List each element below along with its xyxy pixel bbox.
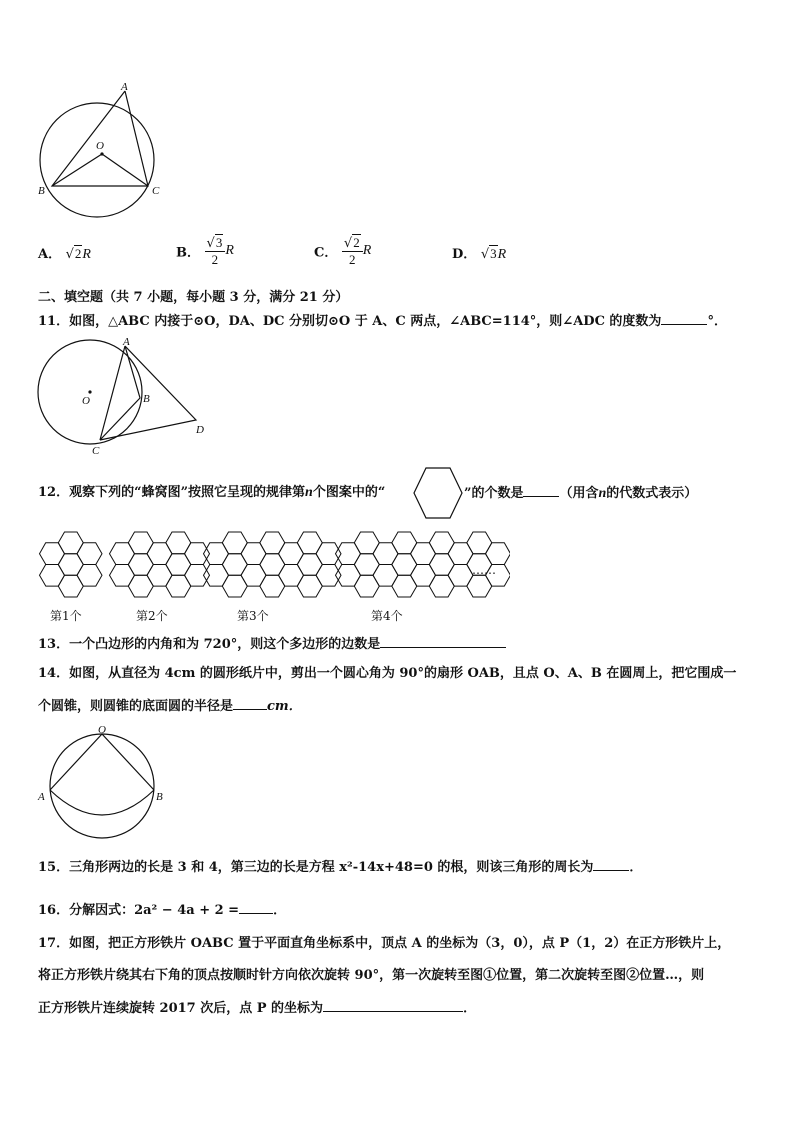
- honeycomb-cell-2: [110, 543, 135, 565]
- honeycomb-cell-1: [40, 565, 65, 587]
- honeycomb-cell-3: [260, 532, 285, 554]
- honeycomb-cell-2: [128, 575, 153, 597]
- honeycomb-cell-4: [392, 575, 417, 597]
- honeycomb-cell-2: [147, 565, 172, 587]
- honeycomb-cell-3: [297, 532, 322, 554]
- honeycomb-cell-4: [354, 532, 379, 554]
- question-13: 13．一个凸边形的内角和为 720°，则这个多边形的边数是: [38, 634, 506, 655]
- figure-14: [34, 722, 174, 850]
- honeycomb-cell-4: [486, 543, 511, 565]
- honeycomb-cell-4: [392, 554, 417, 576]
- honeycomb-cell-4: [411, 543, 436, 565]
- honeycomb-cell-4: [354, 575, 379, 597]
- honeycomb-caption-2: 第2个: [136, 609, 168, 623]
- honeycomb-cell-3: [204, 543, 229, 565]
- honeycomb-cell-4: [448, 543, 473, 565]
- honeycomb-cell-4: [336, 543, 361, 565]
- honeycomb-cell-3: [316, 565, 341, 587]
- honeycomb-cell-2: [166, 575, 191, 597]
- option-d: D． √3R: [452, 246, 507, 262]
- question-17-line3: 正方形铁片连续旋转 2017 次后，点 P 的坐标为 ．: [38, 998, 476, 1019]
- honeycomb-cell-4: [354, 554, 379, 576]
- honeycomb-cell-2: [166, 532, 191, 554]
- honeycomb-cell-3: [279, 543, 304, 565]
- honeycomb-cell-3: [297, 554, 322, 576]
- honeycomb-caption-3: 第3个: [237, 609, 269, 623]
- question-15: 15．三角形两边的长是 3 和 4，第三边的长是方程 x²-14x+48=0 的根，则该三角形的周长为 ．: [38, 857, 642, 878]
- question-12: 12．观察下列的“蜂窝图”按照它呈现的规律第n个图案中的“: [38, 485, 386, 500]
- answer-blank-11[interactable]: [661, 311, 707, 325]
- answer-blank-17[interactable]: [323, 998, 463, 1012]
- honeycomb-cell-3: [260, 575, 285, 597]
- figure-triangle-in-circle: [30, 78, 170, 223]
- honeycomb-cell-4: [467, 575, 492, 597]
- honeycomb-cell-3: [222, 554, 247, 576]
- honeycomb-cell-3: [316, 543, 341, 565]
- answer-blank-14[interactable]: [233, 696, 267, 710]
- label-B: B: [38, 185, 45, 197]
- answer-blank-13[interactable]: [380, 634, 506, 648]
- label-O: O: [98, 724, 106, 736]
- honeycomb-cell-2: [185, 543, 210, 565]
- honeycomb-cell-2: [147, 543, 172, 565]
- label-C: C: [152, 185, 160, 197]
- question-14-line2: 个圆锥，则圆锥的底面圆的半径是 cm．: [38, 696, 302, 717]
- honeycomb-cell-3: [260, 554, 285, 576]
- honeycomb-caption-1: 第1个: [50, 609, 82, 623]
- label-A: A: [123, 336, 130, 348]
- answer-blank-15[interactable]: [593, 857, 629, 871]
- question-12-rest: ”的个数是 （用含n的代数式表示）: [464, 483, 697, 504]
- honeycomb-cell-4: [392, 532, 417, 554]
- question-17-line1: 17．如图，把正方形铁片 OABC 置于平面直角坐标系中，顶点 A 的坐标为（3，0），点 P（1，2）在正方形铁片上，: [38, 936, 731, 951]
- option-c: C． $\frac{√2}{2}$ R: [314, 235, 372, 267]
- ellipsis: ……: [472, 563, 496, 577]
- figure-11: [30, 334, 215, 460]
- honeycomb-cell-4: [411, 565, 436, 587]
- question-16: 16．分解因式：2a² − 4a + 2 = ．: [38, 900, 286, 921]
- question-17-line2: 将正方形铁片绕其右下角的顶点按顺时针方向依次旋转 90°，第一次旋转至图①位置，第二次旋转至图②位置…，则: [38, 968, 705, 983]
- honeycomb-cell-4: [373, 565, 398, 587]
- label-C: C: [92, 445, 100, 457]
- honeycomb-cell-1: [77, 565, 102, 587]
- label-B: B: [156, 791, 163, 803]
- honeycomb-cell-4: [336, 565, 361, 587]
- honeycomb-figures: [30, 520, 510, 630]
- honeycomb-cell-3: [222, 532, 247, 554]
- honeycomb-cell-3: [279, 565, 304, 587]
- section-header: 二、填空题（共 7 小题，每小题 3 分，满分 21 分）: [38, 290, 349, 305]
- honeycomb-cell-1: [77, 543, 102, 565]
- label-D: D: [196, 424, 204, 436]
- label-O: O: [96, 140, 104, 152]
- label-A: A: [121, 81, 128, 93]
- question-14-line1: 14．如图，从直径为 4cm 的圆形纸片中，剪出一个圆心角为 90°的扇形 OAB，且点 O、A、B 在圆周上，把它围成一: [38, 666, 737, 681]
- honeycomb-cell-3: [204, 565, 229, 587]
- honeycomb-cell-3: [222, 575, 247, 597]
- hexagon-icon: [412, 466, 464, 520]
- honeycomb-cell-3: [241, 565, 266, 587]
- honeycomb-cell-4: [429, 532, 454, 554]
- option-b: B． $\frac{√3}{2}$ R: [176, 235, 234, 267]
- honeycomb-cell-3: [241, 543, 266, 565]
- honeycomb-cell-2: [185, 565, 210, 587]
- label-O: O: [82, 395, 90, 407]
- honeycomb-cell-4: [448, 565, 473, 587]
- label-A: A: [38, 791, 45, 803]
- question-11: 11．如图，△ABC 内接于⊙O，DA、DC 分别切⊙O 于 A、C 两点，∠ABC=114°，则∠ADC 的度数为 °．: [38, 311, 727, 332]
- answer-blank-12[interactable]: [523, 483, 559, 497]
- honeycomb-cell-4: [429, 554, 454, 576]
- honeycomb-cell-1: [40, 543, 65, 565]
- option-a: A． √2R: [38, 246, 91, 262]
- honeycomb-cell-2: [110, 565, 135, 587]
- honeycomb-cell-2: [166, 554, 191, 576]
- honeycomb-cell-3: [297, 575, 322, 597]
- label-B: B: [143, 393, 150, 405]
- answer-blank-16[interactable]: [239, 900, 273, 914]
- honeycomb-caption-4: 第4个: [371, 609, 403, 623]
- honeycomb-cell-4: [467, 532, 492, 554]
- honeycomb-cell-4: [429, 575, 454, 597]
- honeycomb-cell-1: [58, 575, 83, 597]
- honeycomb-cell-4: [373, 543, 398, 565]
